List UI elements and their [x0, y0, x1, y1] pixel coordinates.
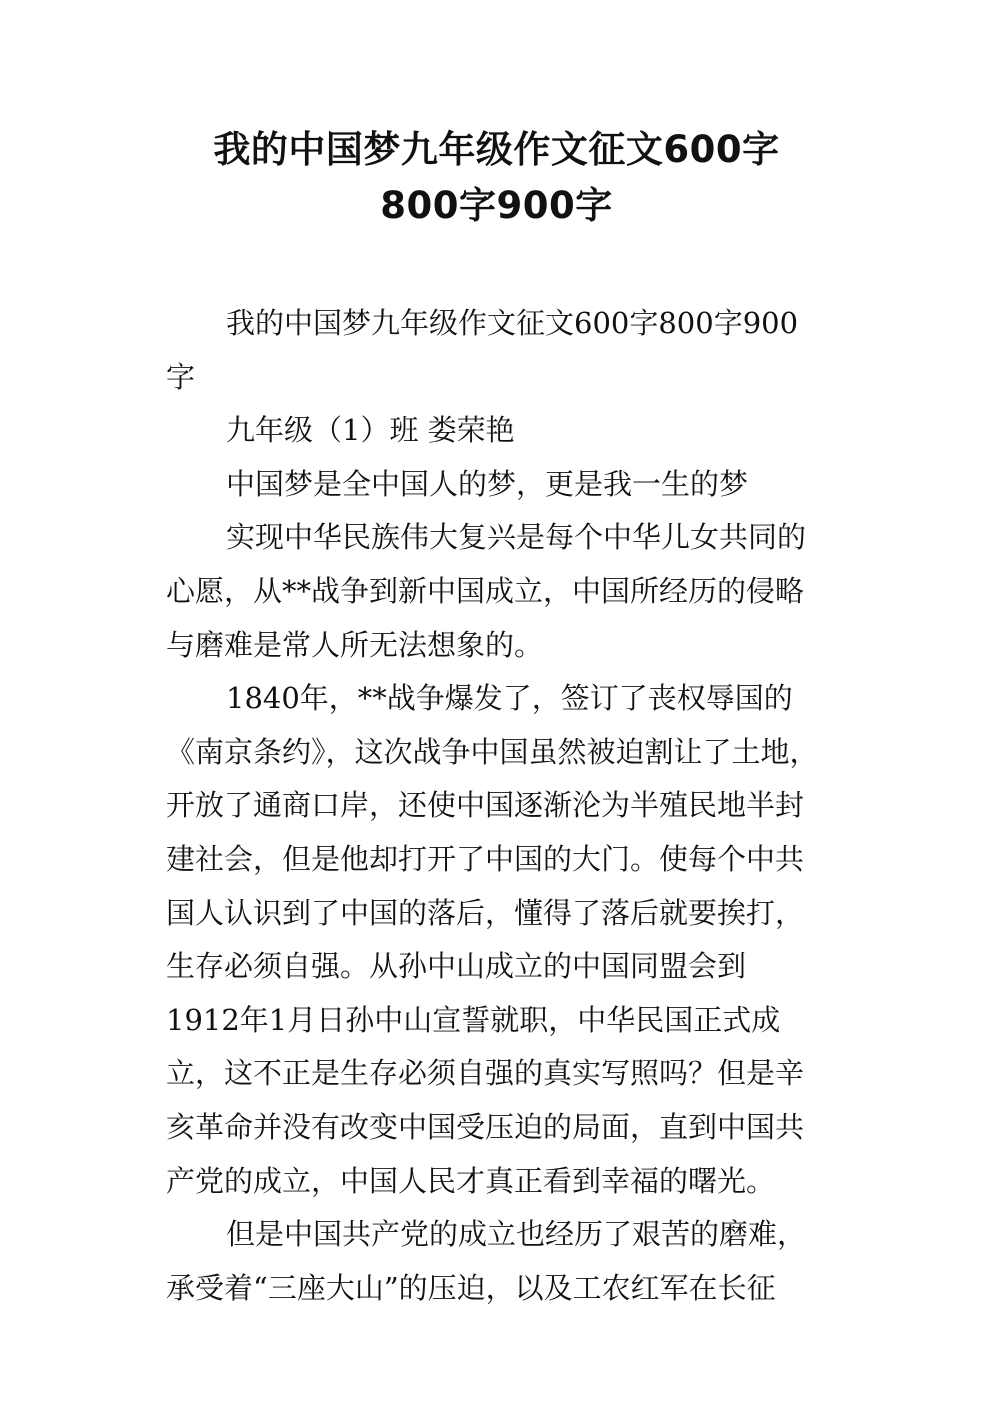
text-line: 建社会，但是他却打开了中国的大门。使每个中共: [166, 841, 805, 876]
text-line: 1912年1月日孙中山宣誓就职，中华民国正式成: [166, 1002, 781, 1037]
text-line: 开放了通商口岸，还使中国逐渐沦为半殖民地半封: [166, 788, 805, 823]
text-line: 中国梦是全中国人的梦，更是我一生的梦: [226, 466, 749, 501]
text-line: 实现中华民族伟大复兴是每个中华儿女共同的: [226, 520, 807, 555]
paragraph: [166, 672, 830, 1208]
title-line: 800字900字: [380, 184, 613, 227]
text-line: 《南京条约》，这次战争中国虽然被迫割让了土地，: [166, 734, 819, 769]
text-line: 立，这不正是生存必须自强的真实写照吗？但是辛: [166, 1056, 805, 1091]
text-line: 产党的成立，中国人民才真正看到幸福的曙光。: [166, 1163, 776, 1198]
text-line: 国人认识到了中国的落后，懂得了落后就要挨打，: [166, 895, 805, 930]
document-title: [120, 122, 873, 234]
title-line: 我的中国梦九年级作文征文600字: [213, 128, 780, 171]
text-line: 与磨难是常人所无法想象的。: [166, 627, 544, 662]
text-line: 心愿，从**战争到新中国成立，中国所经历的侵略: [166, 573, 805, 608]
paragraph: [166, 404, 830, 458]
document-body: [166, 297, 830, 1315]
text-line: 生存必须自强。从孙中山成立的中国同盟会到: [166, 949, 747, 984]
text-line: 1840年，**战争爆发了，签订了丧权辱国的: [226, 681, 793, 716]
text-line: 但是中国共产党的成立也经历了艰苦的磨难，: [226, 1217, 807, 1252]
text-line: 亥革命并没有改变中国受压迫的局面，直到中国共: [166, 1109, 805, 1144]
paragraph: [166, 458, 830, 512]
text-line: 承受着“三座大山”的压迫，以及工农红军在长征: [166, 1270, 776, 1305]
paragraph: [166, 511, 830, 672]
text-line: 九年级（1）班 娄荣艳: [226, 413, 515, 448]
paragraph: [166, 297, 830, 404]
text-line: 字: [166, 359, 196, 394]
text-line: 我的中国梦九年级作文征文600字800字900: [226, 306, 799, 340]
paragraph: [166, 1208, 830, 1315]
